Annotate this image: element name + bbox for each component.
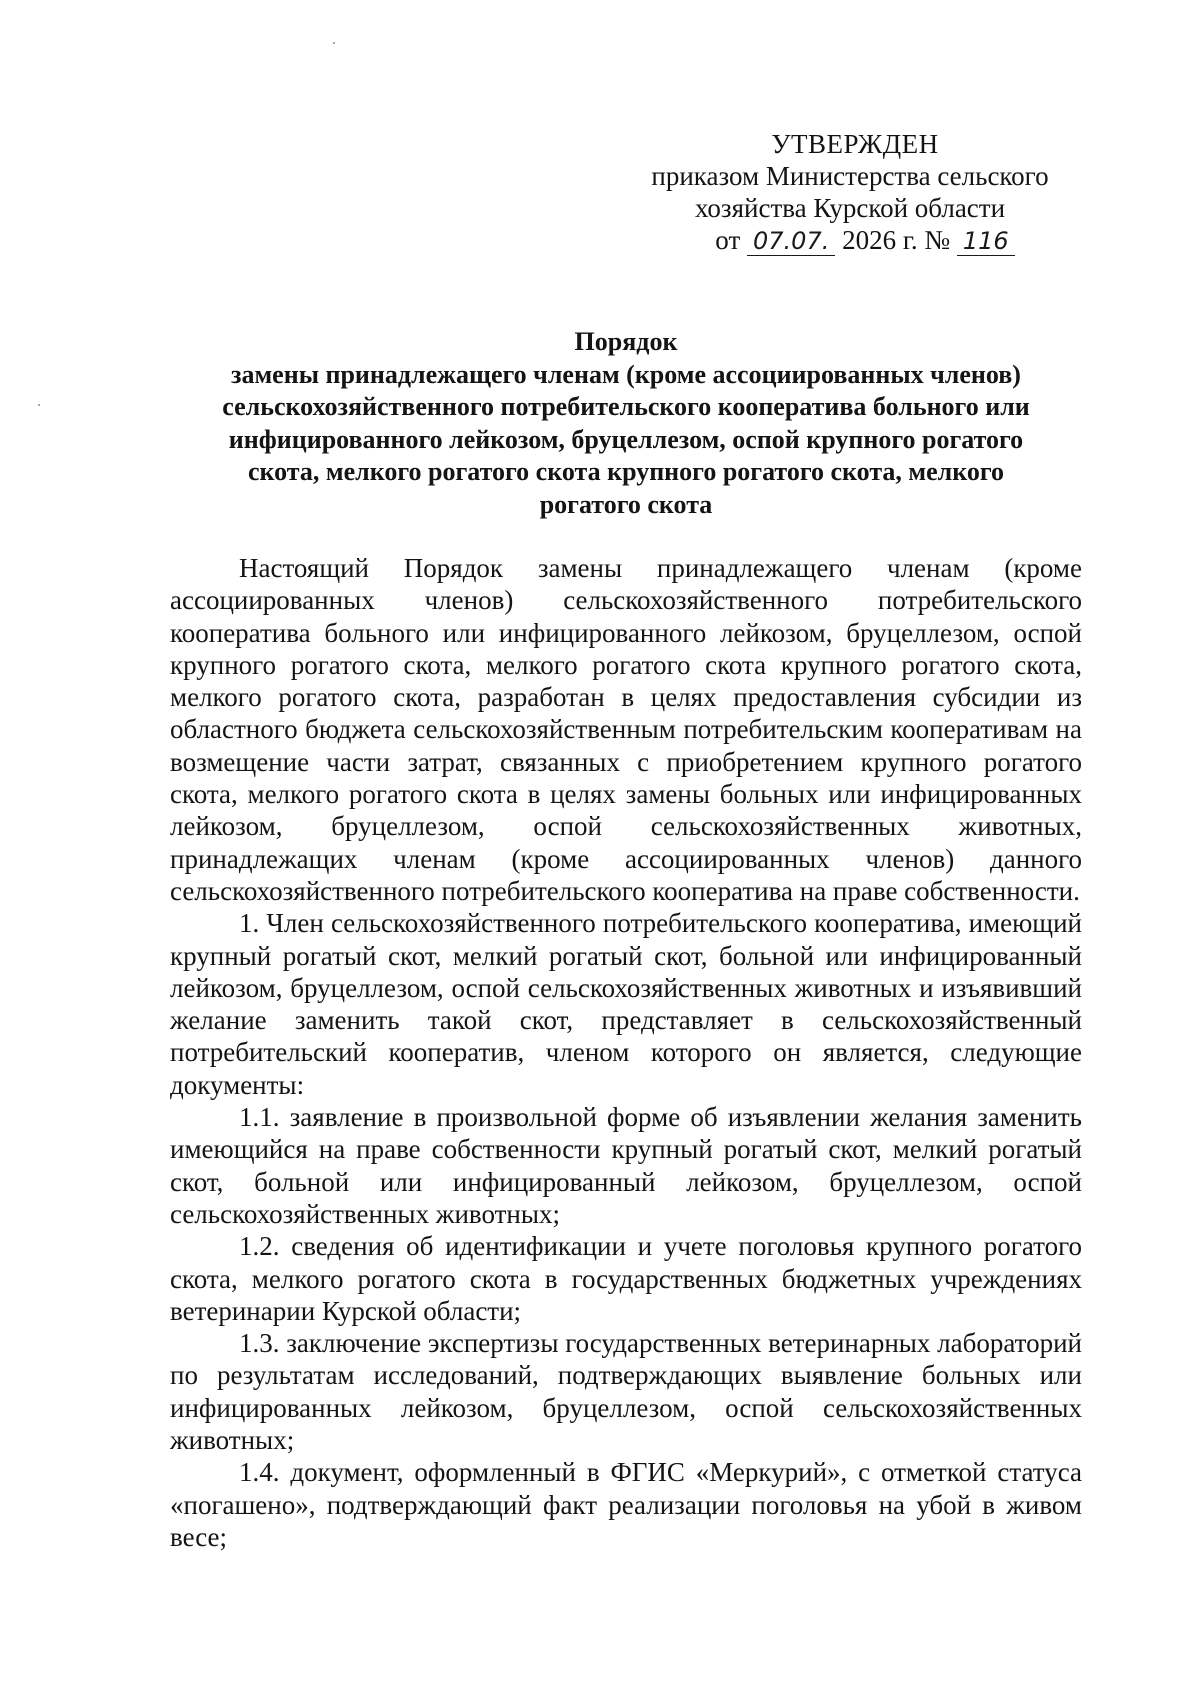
heading-line: инфицированного лейкозом, бруцеллезом, оспой крупного рогатого — [228, 424, 1024, 454]
handwritten-number: 116 — [957, 227, 1015, 256]
paragraph-1-3: 1.3. заключение экспертизы государственных ветеринарных лабораторий по результатам исследований, подтверждающих выявление больных или инфицированных лейкозом, бруцеллезом, оспой сельскохозяйственных животных; — [170, 1328, 1082, 1456]
heading-line: сельскохозяйственного потребительского кооператива больного или — [222, 392, 1030, 421]
document-heading — [168, 326, 1084, 521]
approval-line-1: приказом Министерства сельского — [651, 161, 1049, 191]
heading-line: замены принадлежащего членам (кроме ассоциированных членов) — [231, 359, 1021, 389]
paragraph-1-4: 1.4. документ, оформленный в ФГИС «Меркурий», с отметкой статуса «погашено», подтверждающий факт реализации поголовья на убой в живом весе; — [170, 1457, 1082, 1552]
scan-speck — [38, 404, 40, 406]
approval-date-line — [600, 224, 1100, 256]
handwritten-date: 07.07. — [747, 227, 835, 256]
approval-title: УТВЕРЖДЕН — [771, 129, 939, 159]
paragraph-1-1: 1.1. заявление в произвольной форме об изъявлении желания заменить имеющийся на праве собственности крупный рогатый скот, мелкий рогатый скот, больной или инфицированный лейкозом, бруцеллезом, оспой сельскохозяйственных животных; — [170, 1102, 1082, 1229]
heading-line: рогатого скота — [539, 489, 713, 519]
paragraph-1: 1. Член сельскохозяйственного потребительского кооператива, имеющий крупный рогатый скот, мелкий рогатый скот, больной или инфицированный лейкозом, бруцеллезом, оспой сельскохозяйственных животных и изъявивший желание заменить такой скот, представляет в сельскохозяйственный потребительский кооператив, членом которого он является, следующие документы: — [170, 908, 1082, 1100]
document-body — [170, 552, 1082, 1553]
paragraph-1-2: 1.2. сведения об идентификации и учете поголовья крупного рогатого скота, мелкого рогатого скота в государственных бюджетных учреждениях ветеринарии Курской области; — [170, 1231, 1082, 1326]
heading-title: Порядок — [574, 327, 678, 356]
intro-paragraph: Настоящий Порядок замены принадлежащего членам (кроме ассоциированных членов) сельскохозяйственного потребительского кооператива больного или инфицированного лейкозом, бруцеллезом, оспой крупного рогатого скота, мелкого рогатого скота крупного рогатого скота, мелкого рогатого скота, разработан в целях предоставления субсидии из областного бюджета сельскохозяйственным потребительским кооперативам на возмещение части затрат, связанных с приобретением крупного рогатого скота, мелкого рогатого скота в целях замены больных или инфицированных лейкозом, бруцеллезом, оспой сельскохозяйственных животных, принадлежащих членам (кроме ассоциированных членов) данного сельскохозяйственного потребительского кооператива на праве собственности. — [170, 553, 1082, 906]
year-number-label: 2026 г. № — [842, 225, 951, 255]
approval-stamp-block — [600, 128, 1100, 256]
date-prefix: от — [715, 225, 741, 255]
scan-speck — [333, 42, 335, 44]
heading-line: скота, мелкого рогатого скота крупного рогатого скота, мелкого — [247, 457, 1005, 486]
approval-line-2: хозяйства Курской области — [694, 193, 1006, 223]
